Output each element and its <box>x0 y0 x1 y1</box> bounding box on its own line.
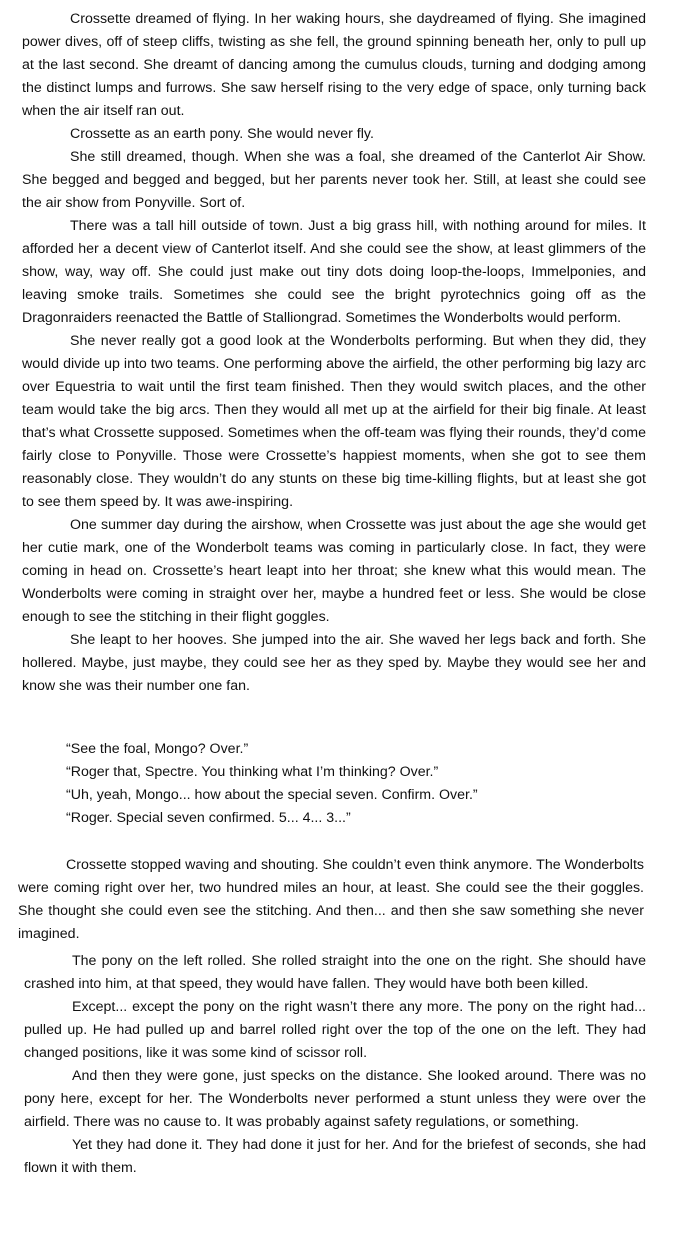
paragraph: There was a tall hill outside of town. Just a big grass hill, with nothing around for miles. It afforded her a decent view of Canterlot itself. And she could see the show, at least glimmers of the show, way, way off. She could just make out tiny dots doing loop-the-loops, Immelponies, and leaving smoke trails. Sometimes she could see the bright pyrotechnics going off as the Dragonraiders reenacted the Battle of Stalliongrad. Sometimes the Wonderbolts would perform. <box>22 218 646 326</box>
dialogue-line: “Uh, yeah, Mongo... how about the special seven. Confirm. Over.” <box>66 787 478 803</box>
paragraph: One summer day during the airshow, when Crossette was just about the age she would get her cutie mark, one of the Wonderbolt teams was coming in particularly close. In fact, they were coming in head on. Crossette’s heart leapt into her throat; she knew what this would mean. The Wonderbolts were coming in straight over her, maybe a hundred feet or less. She would be close enough to see the stitching in their flight goggles. <box>22 517 646 625</box>
paragraph: The pony on the left rolled. She rolled straight into the one on the right. She should have crashed into him, at that speed, they would have fallen. They would have both been killed. <box>24 953 646 992</box>
paragraph: Crossette dreamed of flying. In her waking hours, she daydreamed of flying. She imagined power dives, off of steep cliffs, twisting as she fell, the ground spinning beneath her, only to pull up at the last second. She dreamt of dancing among the cumulus clouds, turning and dodging among the distinct lumps and furrows. She saw herself rising to the very edge of space, only turning back when the air itself ran out. <box>22 11 646 119</box>
radio-dialogue <box>66 738 626 830</box>
paragraph: Crossette stopped waving and shouting. She couldn’t even think anymore. The Wonderbolts were coming right over her, two hundred miles an hour, at least. She could see the their goggles. She thought she could even see the stitching. And then... and then she saw something she never imagined. <box>18 857 644 942</box>
story-section-1 <box>22 8 646 698</box>
paragraph: She never really got a good look at the Wonderbolts performing. But when they did, they would divide up into two teams. One performing above the airfield, the other performing big lazy arc over Equestria to wait until the first team finished. Then they would switch places, and the other team would take the big arcs. Then they would all met up at the airfield for their big finale. At least that’s what Crossette supposed. Sometimes when the off-team was flying their rounds, they’d come fairly close to Ponyville. Those were Crossette’s happiest moments, when she got to see them reasonably close. They wouldn’t do any stunts on these big time-killing flights, but at least she got to see them speed by. It was awe-inspiring. <box>22 333 646 510</box>
story-section-4 <box>24 950 646 1180</box>
story-section-3 <box>18 854 644 946</box>
paragraph: She still dreamed, though. When she was a foal, she dreamed of the Canterlot Air Show. She begged and begged and begged, but her parents never took her. Still, at least she could see the air show from Ponyville. Sort of. <box>22 149 646 211</box>
paragraph: Except... except the pony on the right wasn’t there any more. The pony on the right had... pulled up. He had pulled up and barrel rolled right over the top of the one on the left. They had changed positions, like it was some kind of scissor roll. <box>24 999 646 1061</box>
dialogue-line: “Roger. Special seven confirmed. 5... 4... 3...” <box>66 810 351 826</box>
paragraph: She leapt to her hooves. She jumped into the air. She waved her legs back and forth. She hollered. Maybe, just maybe, they could see her as they sped by. Maybe they would see her and know she was their number one fan. <box>22 632 646 694</box>
dialogue-line: “Roger that, Spectre. You thinking what I’m thinking? Over.” <box>66 764 439 780</box>
paragraph: Crossette as an earth pony. She would never fly. <box>70 126 374 142</box>
paragraph: Yet they had done it. They had done it just for her. And for the briefest of seconds, she had flown it with them. <box>24 1137 646 1176</box>
paragraph: And then they were gone, just specks on the distance. She looked around. There was no pony here, except for her. The Wonderbolts never performed a stunt unless they were over the airfield. There was no cause to. It was probably against safety regulations, or something. <box>24 1068 646 1130</box>
dialogue-line: “See the foal, Mongo? Over.” <box>66 741 249 757</box>
